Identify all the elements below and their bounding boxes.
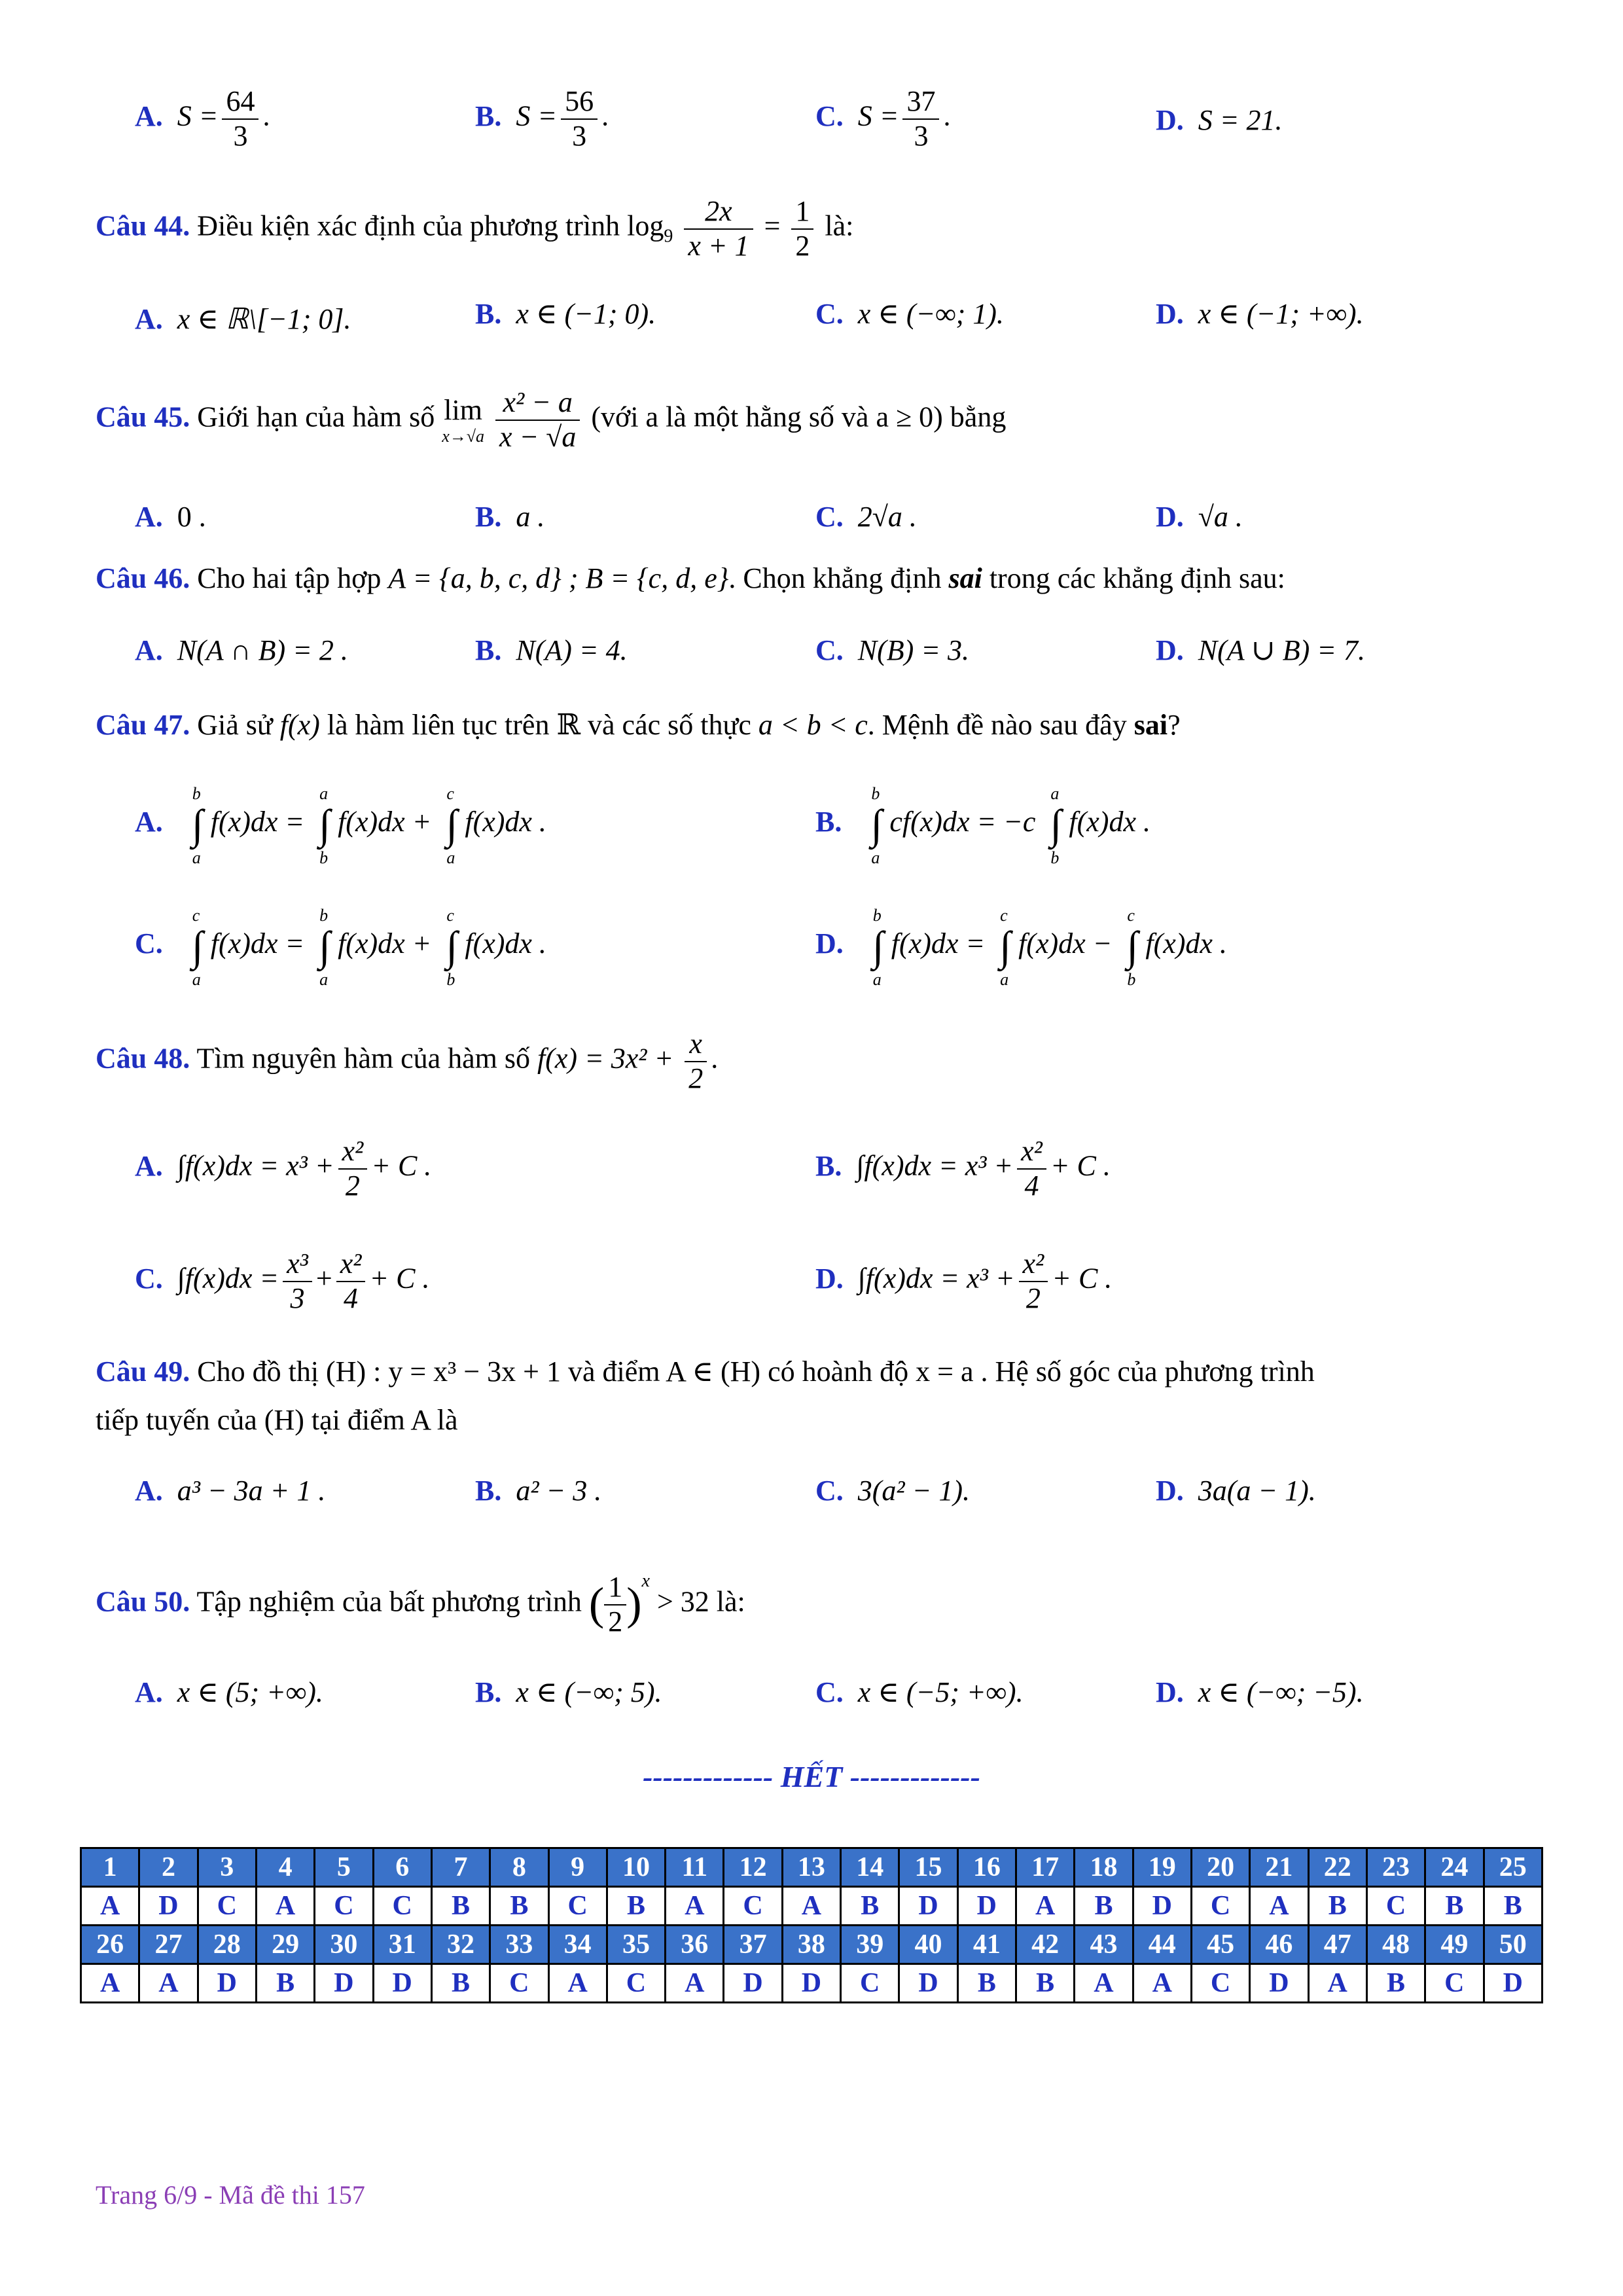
integral-sign: c ∫ a [999, 906, 1011, 989]
answer-letter-cell: A [1250, 1887, 1308, 1926]
answer-letter-cell: A [256, 1887, 314, 1926]
q43-option-b: B. S = $\frac{56}{3}$ . [475, 85, 609, 152]
answer-number-cell: 8 [490, 1848, 548, 1887]
q44-option-d: D. x ∈ (−1; +∞). [1156, 298, 1364, 330]
q43-option-d: D. S = 21. [1156, 104, 1283, 136]
answer-letter-cell: B [1366, 1964, 1425, 2003]
answer-number-cell: 44 [1133, 1926, 1191, 1964]
answer-letter-cell: C [841, 1964, 899, 2003]
answer-number-cell: 20 [1191, 1848, 1249, 1887]
answer-number-cell: 23 [1366, 1848, 1425, 1887]
answer-letter-cell: C [548, 1887, 607, 1926]
answer-number-cell: 48 [1366, 1926, 1425, 1964]
integral-sign: b ∫ a [870, 784, 883, 867]
q44-stem: Câu 44. Điều kiện xác định của phương trình $\log_9$ $\frac{2x}{x + 1}$ = $\frac{1}{2}$ là: [96, 195, 854, 262]
answer-number-cell: 28 [198, 1926, 256, 1964]
integral-sign: b ∫ a [872, 906, 884, 989]
answer-letter-cell: C [1191, 1964, 1249, 2003]
answer-number-cell: 21 [1250, 1848, 1308, 1887]
q45-option-b: B. a . [475, 501, 545, 533]
q50-option-a: A. x ∈ (5; +∞). [135, 1676, 323, 1708]
answer-number-cell: 31 [373, 1926, 431, 1964]
q46-option-c: C. N(B) = 3. [815, 634, 970, 666]
answer-letter-cell: C [1366, 1887, 1425, 1926]
answer-number-cell: 12 [724, 1848, 782, 1887]
q48-stem: Câu 48. Tìm nguyên hàm của hàm số f(x) = 3x² + $\frac{x}{2}$ . [96, 1028, 719, 1094]
q47-option-b: B. b ∫ a cf(x)dx = −c a ∫ b f(x)dx . [815, 784, 1150, 867]
q47-option-a: A. b ∫ a f(x)dx = a ∫ b f(x)dx + c ∫ a f(x)dx . [135, 784, 546, 867]
answer-letter-cell: B [1075, 1887, 1133, 1926]
q49-stem-line2: tiếp tuyến của (H) tại điểm A là [96, 1404, 458, 1436]
answer-number-cell: 47 [1308, 1926, 1366, 1964]
answer-letter-cell: A [548, 1964, 607, 2003]
answer-number-cell: 13 [782, 1848, 840, 1887]
answer-number-cell: 29 [256, 1926, 314, 1964]
answer-letter-cell: D [1133, 1887, 1191, 1926]
answer-number-cell: 26 [81, 1926, 139, 1964]
answer-number-cell: 46 [1250, 1926, 1308, 1964]
answer-number-cell: 37 [724, 1926, 782, 1964]
q48-option-b: B. ∫f(x)dx = x³ + $\frac{\text{x²}}{4}$ + C . [815, 1135, 1111, 1202]
q46-stem: Câu 46. Cho hai tập hợp A = {a, b, c, d} ; B = {c, d, e}. Chọn khẳng định sai trong các khẳng định sau: [96, 562, 1285, 594]
answer-number-cell: 41 [957, 1926, 1016, 1964]
q49-option-b: B. a² − 3 . [475, 1475, 602, 1507]
answer-row-numbers-2 [81, 1926, 1543, 1964]
integral-sign: c ∫ a [192, 906, 204, 989]
answer-letter-cell: D [373, 1964, 431, 2003]
answer-number-cell: 22 [1308, 1848, 1366, 1887]
answer-number-cell: 9 [548, 1848, 607, 1887]
q45-option-a: A. 0 . [135, 501, 206, 533]
answer-number-cell: 10 [607, 1848, 665, 1887]
q48-option-a: A. ∫f(x)dx = x³ + $\frac{\text{x²}}{2}$ + C . [135, 1135, 432, 1202]
q46-option-a: A. N(A ∩ B) = 2 . [135, 634, 348, 666]
integral-sign: b ∫ a [192, 784, 204, 867]
answer-number-cell: 33 [490, 1926, 548, 1964]
answer-letter-cell: A [1308, 1964, 1366, 2003]
integral-sign: c ∫ b [446, 906, 458, 989]
q50-option-b: B. x ∈ (−∞; 5). [475, 1676, 662, 1708]
q48-option-d: D. ∫f(x)dx = x³ + $\frac{\text{x²}}{2}$ + C . [815, 1247, 1113, 1314]
answer-letter-cell: B [431, 1887, 490, 1926]
q44-option-b: B. x ∈ (−1; 0). [475, 298, 656, 330]
answer-row-numbers-1 [81, 1848, 1543, 1887]
answer-number-cell: 35 [607, 1926, 665, 1964]
answer-number-cell: 32 [431, 1926, 490, 1964]
answer-number-cell: 18 [1075, 1848, 1133, 1887]
q46-option-b: B. N(A) = 4. [475, 634, 628, 666]
answer-letter-cell: B [431, 1964, 490, 2003]
answer-letter-cell: B [607, 1887, 665, 1926]
answer-letter-cell: D [782, 1964, 840, 2003]
answer-letter-cell: D [899, 1887, 957, 1926]
answer-letter-cell: C [607, 1964, 665, 2003]
answer-letter-cell: A [81, 1964, 139, 2003]
q49-option-d: D. 3a(a − 1). [1156, 1475, 1316, 1507]
answer-letter-cell: A [139, 1964, 198, 2003]
answer-letter-cell: B [957, 1964, 1016, 2003]
answer-letter-cell: A [1075, 1964, 1133, 2003]
answer-letter-cell: D [899, 1964, 957, 2003]
q45-option-d: D. √a . [1156, 501, 1243, 533]
answer-number-cell: 50 [1484, 1926, 1543, 1964]
q49-option-a: A. a³ − 3a + 1 . [135, 1475, 326, 1507]
answer-letter-cell: D [139, 1887, 198, 1926]
answer-letter-cell: C [315, 1887, 373, 1926]
answer-number-cell: 4 [256, 1848, 314, 1887]
answer-number-cell: 7 [431, 1848, 490, 1887]
answer-letter-cell: B [1484, 1887, 1543, 1926]
answer-letter-cell: A [1133, 1964, 1191, 2003]
answer-letter-cell: B [1016, 1964, 1075, 2003]
answer-letter-cell: A [782, 1887, 840, 1926]
integral-sign: a ∫ b [1050, 784, 1062, 867]
q44-option-c: C. x ∈ (−∞; 1). [815, 298, 1004, 330]
answer-letter-cell: A [666, 1964, 724, 2003]
answer-number-cell: 49 [1425, 1926, 1484, 1964]
answer-number-cell: 36 [666, 1926, 724, 1964]
answer-letter-cell: C [373, 1887, 431, 1926]
answer-letter-cell: D [198, 1964, 256, 2003]
answer-letter-cell: B [490, 1887, 548, 1926]
answer-letter-cell: B [1308, 1887, 1366, 1926]
answer-number-cell: 2 [139, 1848, 198, 1887]
integral-sign: b ∫ a [319, 906, 330, 989]
q45-stem: Câu 45. Giới hạn của hàm số lim x→√a $\frac{\text{x² − a}}{x - √a}$ (với a là một hằng số và a ≥ 0) bằng [96, 386, 1007, 453]
answer-number-cell: 15 [899, 1848, 957, 1887]
q44-option-a: A. x ∈ ℝ\[−1; 0]. [135, 303, 351, 335]
q50-option-d: D. x ∈ (−∞; −5). [1156, 1676, 1364, 1708]
answer-number-cell: 3 [198, 1848, 256, 1887]
answer-letter-cell: D [724, 1964, 782, 2003]
answer-letter-cell: C [724, 1887, 782, 1926]
answer-row-answers-2 [81, 1964, 1543, 2003]
q47-option-c: C. c ∫ a f(x)dx = b ∫ a f(x)dx + c ∫ b f(x)dx . [135, 906, 546, 989]
q43-option-a: A. S = $\frac{64}{3}$ . [135, 85, 270, 152]
answer-letter-cell: C [198, 1887, 256, 1926]
answer-letter-cell: A [666, 1887, 724, 1926]
q45-option-c: C. 2√a . [815, 501, 917, 533]
q43-option-c: C. S = $\frac{37}{3}$ . [815, 85, 951, 152]
answer-number-cell: 45 [1191, 1926, 1249, 1964]
limit-operator: lim x→√a [442, 394, 485, 446]
answer-number-cell: 30 [315, 1926, 373, 1964]
answer-number-cell: 5 [315, 1848, 373, 1887]
answer-letter-cell: A [81, 1887, 139, 1926]
answer-number-cell: 43 [1075, 1926, 1133, 1964]
q49-option-c: C. 3(a² − 1). [815, 1475, 970, 1507]
answer-number-cell: 39 [841, 1926, 899, 1964]
q48-option-c: C. ∫f(x)dx = $\frac{\text{x³}}{3}$ + $\frac{\text{x²}}{4}$ + C . [135, 1247, 430, 1314]
answer-table [80, 1847, 1543, 2003]
q46-option-d: D. N(A ∪ B) = 7. [1156, 634, 1365, 666]
answer-number-cell: 25 [1484, 1848, 1543, 1887]
answer-letter-cell: C [490, 1964, 548, 2003]
answer-letter-cell: D [957, 1887, 1016, 1926]
answer-letter-cell: D [315, 1964, 373, 2003]
answer-number-cell: 11 [666, 1848, 724, 1887]
answer-letter-cell: D [1250, 1964, 1308, 2003]
answer-letter-cell: A [1016, 1887, 1075, 1926]
answer-number-cell: 38 [782, 1926, 840, 1964]
answer-number-cell: 27 [139, 1926, 198, 1964]
integral-sign: a ∫ b [319, 784, 330, 867]
q50-stem: Câu 50. Tập nghiệm của bất phương trình ( $\frac{1}{2}$ )$^x$ > 32 là: [96, 1571, 745, 1638]
integral-sign: c ∫ b [1126, 906, 1139, 989]
answer-letter-cell: D [1484, 1964, 1543, 2003]
answer-number-cell: 1 [81, 1848, 139, 1887]
answer-letter-cell: B [1425, 1887, 1484, 1926]
answer-number-cell: 17 [1016, 1848, 1075, 1887]
answer-letter-cell: B [841, 1887, 899, 1926]
answer-number-cell: 14 [841, 1848, 899, 1887]
q47-option-d: D. b ∫ a f(x)dx = c ∫ a f(x)dx − c ∫ b f(x)dx . [815, 906, 1227, 989]
answer-number-cell: 6 [373, 1848, 431, 1887]
answer-letter-cell: C [1191, 1887, 1249, 1926]
answer-number-cell: 24 [1425, 1848, 1484, 1887]
answer-number-cell: 42 [1016, 1926, 1075, 1964]
answer-number-cell: 19 [1133, 1848, 1191, 1887]
answer-letter-cell: B [256, 1964, 314, 2003]
answer-row-answers-1 [81, 1887, 1543, 1926]
integral-sign: c ∫ a [446, 784, 458, 867]
end-marker: ------------- HẾT ------------- [643, 1760, 980, 1793]
answer-number-cell: 34 [548, 1926, 607, 1964]
q47-stem: Câu 47. Giả sử f(x) là hàm liên tục trên ℝ và các số thực a < b < c. Mệnh đề nào sau đây sai? [96, 709, 1181, 741]
answer-letter-cell: C [1425, 1964, 1484, 2003]
q50-option-c: C. x ∈ (−5; +∞). [815, 1676, 1024, 1708]
answer-number-cell: 40 [899, 1926, 957, 1964]
q49-stem: Câu 49. Cho đồ thị (H) : y = x³ − 3x + 1 và điểm A ∈ (H) có hoành độ x = a . Hệ số góc của phương trình [96, 1355, 1315, 1388]
page-footer: Trang 6/9 - Mã đề thi 157 [96, 2180, 365, 2210]
answer-number-cell: 16 [957, 1848, 1016, 1887]
